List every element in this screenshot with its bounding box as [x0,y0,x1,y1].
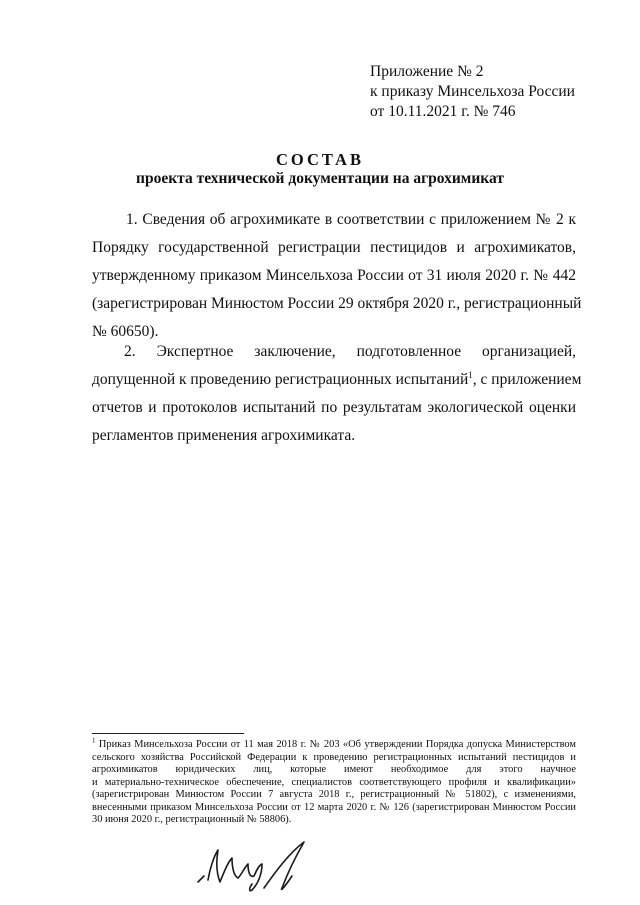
footnote-line-3: агрохимикатов юридических лиц, которые имеют необходимое для этого научное [92,764,576,775]
appendix-line-3: от 10.11.2021 г. № 746 [370,103,516,120]
item2-line-3: отчетов и протоколов испытаний по результатам экологической оценки [92,399,576,416]
handwritten-signature [192,838,322,894]
footnote-reference: 1 [468,369,473,380]
signature-stroke-main [208,850,262,891]
footnote-line-2: сельского хозяйства Российской Федерации к проведению регистрационных испытаний пестицидов и [92,751,576,763]
footnote-line-1-text: Приказ Минсельхоза России от 11 мая 2018 г. № 203 «Об утверждении Порядка допуска Министерством [95,739,576,750]
item2-line-2-tail: , с приложением [472,371,582,388]
item2-line-2-text: допущенной к проведению регистрационных испытаний [92,371,469,388]
item1-line-2: Порядку государственной регистрации пестицидов и агрохимикатов, [92,239,576,256]
appendix-line-1: Приложение № 2 [370,63,484,80]
item2-line-1: 2. Экспертное заключение, подготовленное организацией, [124,343,576,360]
item2-line-4: регламентов применения агрохимиката. [92,427,356,444]
document-title: СОСТАВ [276,150,364,169]
appendix-line-2: к приказу Минсельхоза России [370,83,575,100]
footnote-mark: 1 [92,736,96,745]
signature-stroke-tail [264,842,304,890]
footnote-line-7: 30 июня 2020 г., регистрационный № 58806). [92,814,292,825]
appendix-header [370,62,575,122]
footnote-divider [92,733,244,734]
footnote-line-1 [92,736,576,752]
item2-line-2 [92,366,582,394]
footnote-line-6: внесенными приказом Минсельхоза России от 12 марта 2020 г. № 126 (зарегистрирован Минюстом России [92,801,576,813]
item1-line-5: № 60650). [92,323,159,340]
item1-line-1: 1. Сведения об агрохимикате в соответствии с приложением № 2 к [126,211,576,228]
item1-line-4: (зарегистрирован Минюстом России 29 октября 2020 г., регистрационный [92,295,582,312]
document-subtitle: проекта технической документации на агрохимикат [136,170,504,187]
footnote-line-4: и материально-техническое обеспечение, специалистов соответствующего профиля и квалификации» [92,776,576,788]
signature-stroke-dash [198,876,204,882]
footnote [92,736,576,827]
list-item-1 [92,206,582,346]
item1-line-3: утвержденному приказом Минсельхоза России от 31 июля 2020 г. № 442 [92,267,576,284]
footnote-line-5: (зарегистрирован Минюстом России 7 августа 2018 г., регистрационный № 51802), с изменениями, [92,789,576,800]
list-item-2 [92,338,582,450]
